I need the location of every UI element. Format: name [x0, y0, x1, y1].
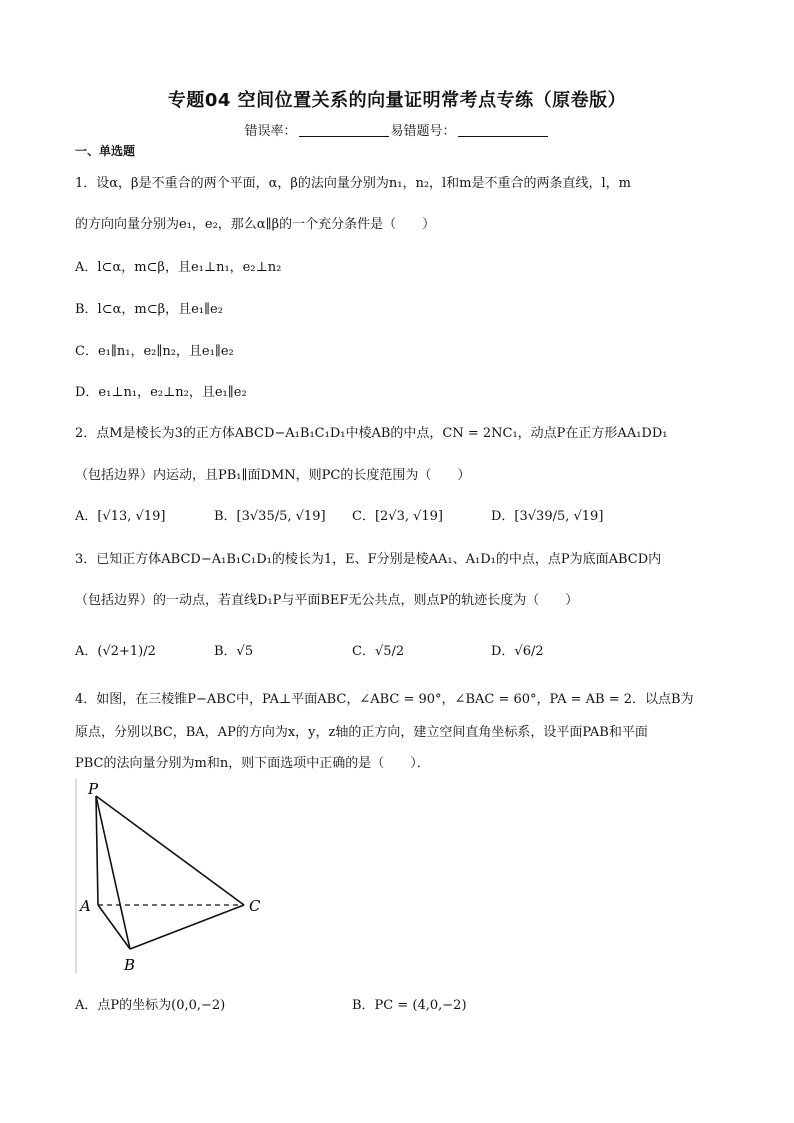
q3-option-b: B．√5 [214, 644, 254, 659]
q3-stem-line1: 3．已知正方体ABCD−A₁B₁C₁D₁的棱长为1，E、F分别是棱AA₁、A₁D₁的中点，点P为底面ABCD内 [75, 552, 662, 567]
q1-option-d: D．e₁⊥n₁，e₂⊥n₂，且e₁∥e₂ [75, 385, 247, 400]
label-c: C [249, 897, 261, 915]
edge-pc [96, 796, 244, 905]
error-tracking-line [0, 120, 794, 139]
label-b: B [124, 956, 136, 974]
q1-option-a: A．l⊂α，m⊂β，且e₁⊥n₁，e₂⊥n₂ [75, 260, 282, 275]
edge-pa [96, 796, 98, 905]
page-title: 专题04 空间位置关系的向量证明常考点专练（原卷版） [167, 90, 627, 111]
q1-option-b: B．l⊂α，m⊂β，且e₁∥e₂ [75, 302, 223, 317]
q3-stem-line2: （包括边界）的一动点，若直线D₁P与平面BEF无公共点，则点P的轨迹长度为（ ） [75, 593, 579, 608]
q3-option-c: C．√5/2 [352, 644, 405, 659]
q4-stem-line3: PBC的法向量分别为m和n，则下面选项中正确的是（ ）． [75, 756, 430, 771]
q4-option-b: B．PC = (4,0,−2) [352, 998, 467, 1013]
label-a: A [80, 897, 91, 915]
q1-option-c: C．e₁∥n₁，e₂∥n₂，且e₁∥e₂ [75, 344, 234, 359]
error-rate-label: 错误率： [244, 124, 297, 139]
q2-stem-line2: （包括边界）内运动，且PB₁∥面DMN，则PC的长度范围为（ ） [75, 468, 471, 483]
edge-bc [130, 905, 244, 949]
q2-option-c: C．[2√3, √19] [352, 509, 444, 524]
section-heading: 一、单选题 [75, 144, 136, 158]
q4-stem-line2: 原点，分别以BC，BA，AP的方向为x，y，z轴的正方向，建立空间直角坐标系，设平面PAB和平面 [75, 725, 648, 740]
label-p: P [88, 780, 99, 798]
q4-stem-line1: 4．如图，在三棱锥P−ABC中，PA⊥平面ABC，∠ABC = 90°，∠BAC = 60°，PA = AB = 2．以点B为 [75, 692, 694, 707]
error-items-label: 易错题号： [390, 124, 456, 139]
q1-stem-line1: 1．设α，β是不重合的两个平面，α，β的法向量分别为n₁，n₂，l和m是不重合的两条直线，l，m [75, 176, 631, 191]
q3-option-a: A．(√2+1)/2 [75, 644, 156, 659]
q2-option-b: B．[3√35/5, √19] [214, 509, 326, 524]
error-rate-blank[interactable] [299, 124, 389, 137]
pyramid-figure [74, 778, 274, 978]
q4-option-a: A．点P的坐标为(0,0,−2) [75, 998, 226, 1013]
q1-stem-line2: 的方向向量分别为e₁，e₂，那么α∥β的一个充分条件是（ ） [75, 217, 436, 232]
q2-option-a: A．[√13, √19] [75, 509, 166, 524]
q2-option-d: D．[3√39/5, √19] [491, 509, 604, 524]
q3-option-d: D．√6/2 [491, 644, 544, 659]
error-items-blank[interactable] [458, 124, 548, 137]
q2-stem-line1: 2．点M是棱长为3的正方体ABCD−A₁B₁C₁D₁中棱AB的中点，CN = 2NC₁，动点P在正方形AA₁DD₁ [75, 426, 668, 441]
